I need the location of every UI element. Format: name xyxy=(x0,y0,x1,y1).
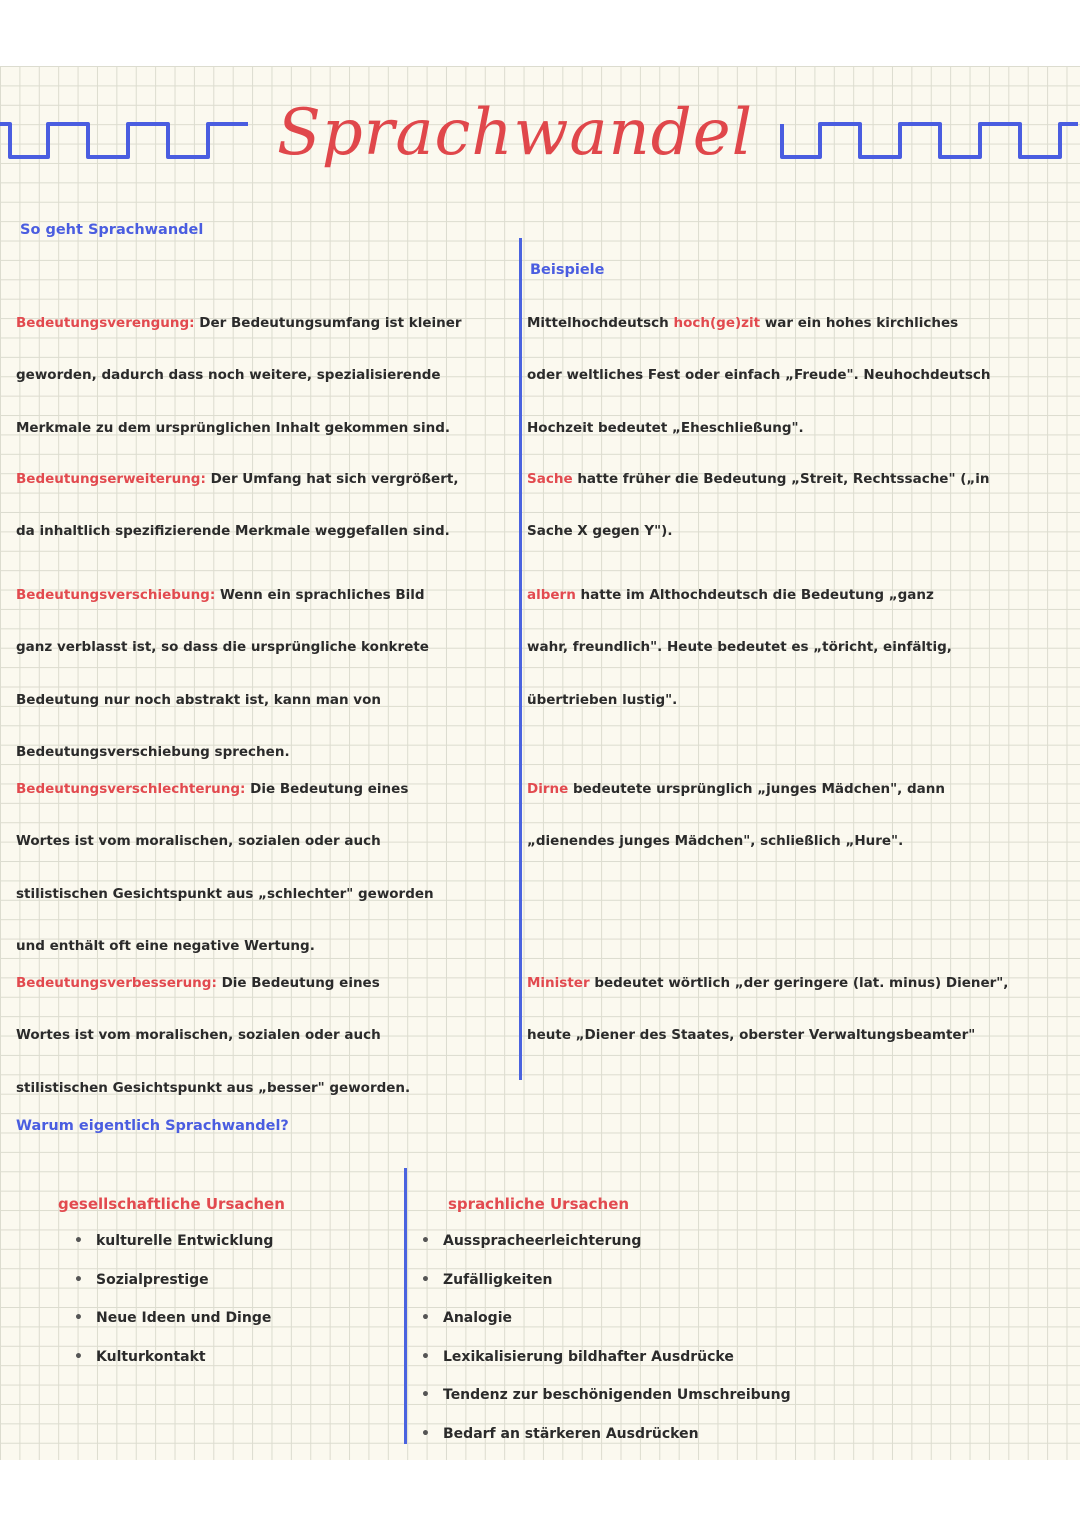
list-item: • Neue Ideen und Dinge xyxy=(74,1310,272,1327)
column-divider xyxy=(519,238,522,1080)
language-causes-heading: sprachliche Ursachen xyxy=(448,1195,630,1213)
examples-heading: Beispiele xyxy=(530,262,605,278)
page-title: Sprachwandel xyxy=(276,96,754,170)
example-word-albern: albern xyxy=(527,586,576,603)
term-verengung: Bedeutungsverengung: xyxy=(16,314,195,331)
definition-erweiterung: Bedeutungserweiterung: Der Umfang hat sich vergrößert, da inhaltlich spezifizierende Merkmale weggefallen sind. xyxy=(16,470,459,539)
section-heading-warum: Warum eigentlich Sprachwandel? xyxy=(16,1118,289,1134)
list-item: • Analogie xyxy=(421,1310,512,1327)
definition-verschlechterung: Bedeutungsverschlechterung: Die Bedeutung eines Wortes ist vom moralischen, sozialen oder auch stilistischen Gesichtspunkt aus „schlechter" geworden und enthält oft eine negative Wertung. xyxy=(16,780,434,954)
list-item: • Zufälligkeiten xyxy=(421,1271,553,1288)
term-verbesserung: Bedeutungsverbesserung: xyxy=(16,974,217,991)
definition-verbesserung: Bedeutungsverbesserung: Die Bedeutung eines Wortes ist vom moralischen, sozialen oder auch stilistischen Gesichtspunkt aus „besser" geworden. xyxy=(16,974,411,1096)
right-wave-decoration xyxy=(780,112,1080,162)
example-word-hochgezit: hoch(ge)zit xyxy=(673,314,761,331)
list-item: • Ausspracheerleichterung xyxy=(421,1233,642,1249)
example-verschiebung: albern hatte im Althochdeutsch die Bedeutung „ganz wahr, freundlich". Heute bedeutet es „töricht, einfältig, übertrieben lustig". xyxy=(527,586,952,708)
example-verschlechterung: Dirne bedeutete ursprünglich „junges Mädchen", dann „dienendes junges Mädchen", schließlich „Hure". xyxy=(527,780,945,849)
language-causes-list xyxy=(421,1222,791,1454)
list-item: • kulturelle Entwicklung xyxy=(74,1233,274,1249)
left-wave-decoration xyxy=(0,112,250,162)
definition-verengung: Bedeutungsverengung: Der Bedeutungsumfang ist kleiner geworden, dadurch dass noch weitere, spezialisierende Merkmale zu dem ursprünglichen Inhalt gekommen sind. xyxy=(16,314,462,436)
list-item: • Bedarf an stärkeren Ausdrücken xyxy=(421,1425,699,1442)
example-verbesserung: Minister bedeutet wörtlich „der geringere (lat. minus) Diener", heute „Diener des Staates, oberster Verwaltungsbeamter" xyxy=(527,974,1009,1043)
section-heading-so-geht: So geht Sprachwandel xyxy=(20,222,204,238)
term-erweiterung: Bedeutungserweiterung: xyxy=(16,470,206,487)
social-causes-heading: gesellschaftliche Ursachen xyxy=(58,1195,285,1213)
example-verengung: Mittelhochdeutsch hoch(ge)zit war ein hohes kirchliches oder weltliches Fest oder einfach „Freude". Neuhochdeutsch Hochzeit bedeutet „Eheschließung". xyxy=(527,314,991,436)
term-verschlechterung: Bedeutungsverschlechterung: xyxy=(16,780,246,797)
definition-verschiebung: Bedeutungsverschiebung: Wenn ein sprachliches Bild ganz verblasst ist, so dass die ursprüngliche konkrete Bedeutung nur noch abstrakt ist, kann man von Bedeutungsverschiebung sprechen. xyxy=(16,586,429,760)
causes-divider xyxy=(404,1168,407,1444)
example-word-dirne: Dirne xyxy=(527,780,569,797)
list-item: • Sozialprestige xyxy=(74,1271,209,1288)
term-verschiebung: Bedeutungsverschiebung: xyxy=(16,586,216,603)
list-item: • Tendenz zur beschönigenden Umschreibung xyxy=(421,1387,791,1404)
example-word-minister: Minister xyxy=(527,974,590,991)
list-item: • Lexikalisierung bildhafter Ausdrücke xyxy=(421,1348,734,1365)
example-word-sache: Sache xyxy=(527,470,573,487)
social-causes-list xyxy=(74,1222,274,1376)
list-item: • Kulturkontakt xyxy=(74,1348,206,1365)
example-erweiterung: Sache hatte früher die Bedeutung „Streit, Rechtssache" („in Sache X gegen Y"). xyxy=(527,470,990,539)
